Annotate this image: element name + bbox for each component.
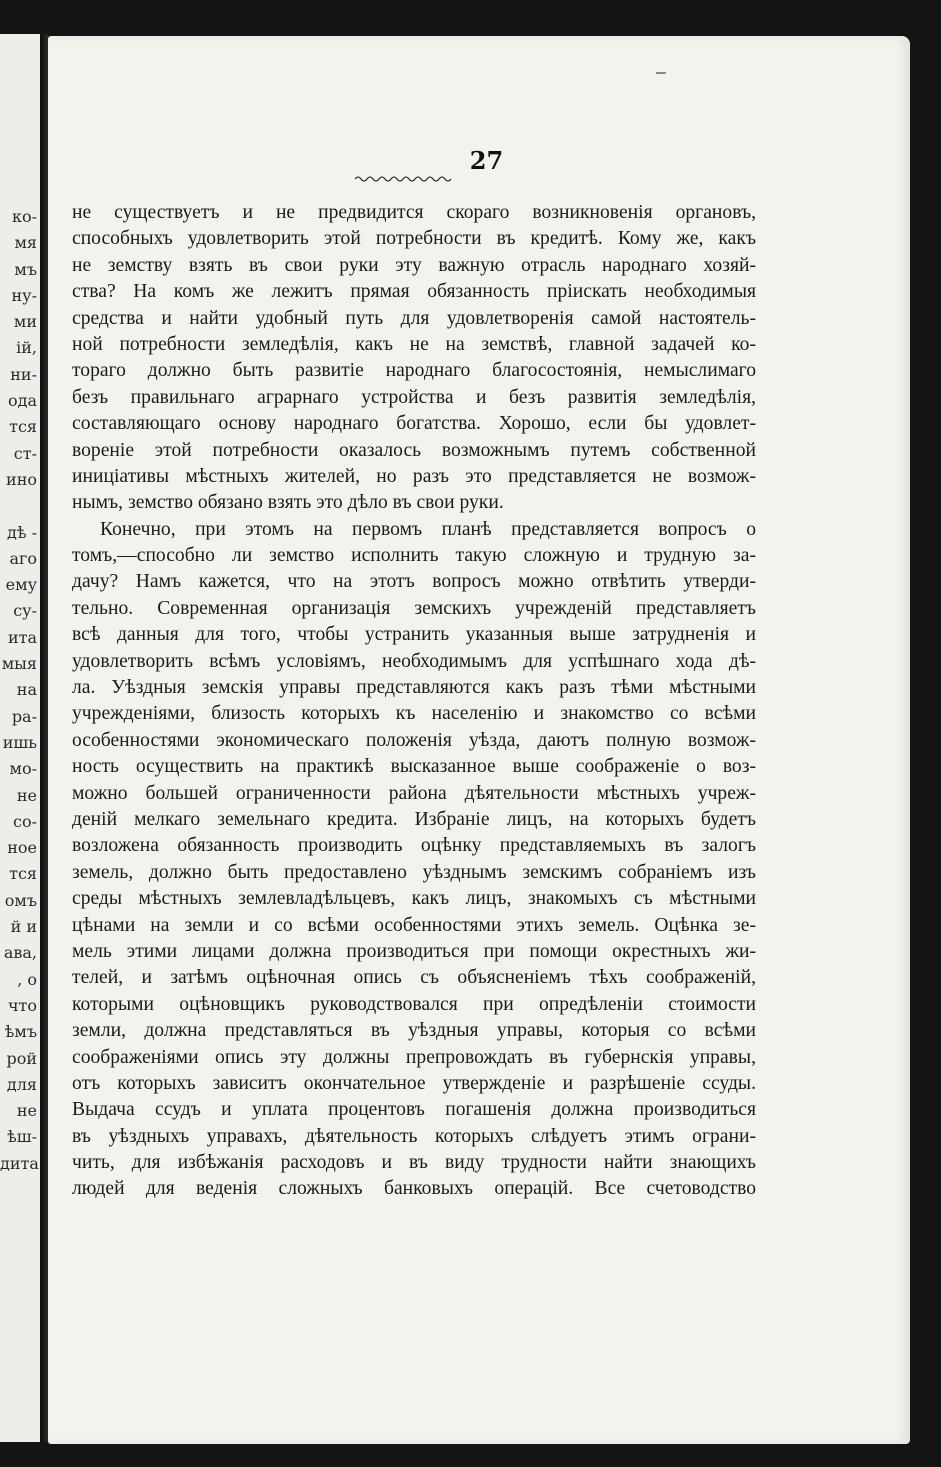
body-text (72, 200, 756, 1203)
text-line: ла. Уѣздныя земскія управы представляются какъ разъ тѣми мѣстными (72, 677, 756, 699)
left-page-line: ишь (2, 732, 37, 752)
left-page-line: ава, (3, 943, 37, 963)
text-line: ной потребности земледѣлія, какъ не на земствѣ, главной задачей ко- (72, 333, 756, 355)
text-line: особенностями экономическаго положенія уѣзда, даютъ полную возмож- (72, 729, 756, 751)
left-page-line: ко- (11, 207, 37, 226)
book-gutter (40, 34, 48, 1442)
left-page-line: тся (9, 417, 37, 437)
page-speck (656, 72, 666, 74)
text-line: ства? На комъ же лежитъ прямая обязанность пріискать необходимыя (72, 281, 756, 303)
text-line: чить, для избѣжанія расходовъ и въ виду трудности найти знающихъ (72, 1152, 756, 1174)
text-line: вореніе этой потребности оказалось возможнымъ путемъ собственной (72, 439, 756, 461)
text-line: дачу? Намъ кажется, что на этотъ вопросъ можно отвѣтить утверди- (72, 571, 756, 593)
left-page-edge (0, 34, 40, 1442)
left-page-line: не (16, 785, 37, 805)
text-line: соображеніями опись эту должны препровождать въ губернскія управы, (72, 1046, 756, 1068)
left-page-line: со- (13, 811, 37, 831)
left-page-line: ій, (16, 338, 37, 358)
text-line: земли, должна представляться въ уѣздныя управы, которыя со всѣми (72, 1020, 756, 1042)
left-page-line: ст- (13, 443, 37, 463)
text-line: среды мѣстныхъ землевладѣльцевъ, какъ лицъ, знакомыхъ съ мѣстными (72, 888, 756, 910)
text-line: способныхъ удовлетворить этой потребности въ кредитѣ. Кому же, какъ (72, 228, 756, 250)
left-page-line: ное (7, 838, 37, 858)
left-page-line: мъ (14, 259, 37, 279)
left-page-line: дѣ - (7, 522, 37, 542)
left-page-line: не (16, 1101, 37, 1121)
left-page-line: су- (13, 601, 37, 621)
text-line: удовлетворить всѣмъ условіямъ, необходимымъ для успѣшнаго хода дѣ- (72, 650, 756, 672)
left-page-line: ода (7, 391, 37, 411)
left-page-line: ино (6, 469, 37, 489)
book-page (48, 36, 910, 1444)
left-page-line: ра- (11, 706, 37, 726)
page-number: 27 (469, 146, 504, 175)
paragraph (72, 200, 756, 517)
text-line: не существуетъ и не предвидится скораго возникновенія органовъ, (72, 202, 756, 223)
left-page-line: мыя (1, 654, 37, 674)
text-line: отъ которыхъ зависитъ окончательное утвержденіе и разрѣшеніе ссуды. (72, 1072, 756, 1094)
left-page-line: рой (6, 1048, 37, 1068)
left-page-line (0, 493, 40, 519)
text-line: всѣ данныя для того, чтобы устранить указанныя выше затрудненія и (72, 624, 756, 646)
left-page-line: что (7, 995, 37, 1015)
left-page-line: , о (17, 969, 37, 989)
left-page-line: мо- (9, 759, 37, 779)
left-page-line: омъ (4, 890, 37, 910)
text-line: телей, и затѣмъ оцѣночная опись съ объясненіемъ тѣхъ соображеній, (72, 967, 756, 989)
left-page-text (0, 204, 40, 1177)
left-page-line: ему (5, 575, 37, 595)
text-line: Выдача ссудъ и уплата процентовъ погашенія должна производиться (72, 1099, 756, 1121)
text-line: ность осуществить на практикѣ высказанное выше соображеніе о воз- (72, 756, 756, 778)
left-page-line: дита (0, 1153, 39, 1173)
left-page-line: аго (9, 548, 37, 568)
text-line: учрежденіями, близость которыхъ къ населенію и знакомство со всѣми (72, 703, 756, 725)
text-line: возложена обязанность производить оцѣнку представляемыхъ въ залогъ (72, 835, 756, 857)
paragraph (72, 517, 756, 1203)
left-page-line: ми (13, 312, 37, 332)
text-line: которыми оцѣновщикъ руководствовался при опредѣленіи стоимости (72, 993, 756, 1015)
text-line: не земству взять въ свои руки эту важную отрасль народнаго хозяй- (72, 254, 756, 276)
text-line: томъ,—способно ли земство исполнить такую сложную и трудную за- (72, 545, 756, 567)
text-line: мель этими лицами должна производиться при помощи окрестныхъ жи- (72, 940, 756, 962)
text-line: цѣнами на земли и со всѣми особенностями этихъ земель. Оцѣнка зе- (72, 914, 756, 936)
text-line: средства и найти удобный путь для удовлетворенія самой настоятель- (72, 307, 756, 329)
text-line: иниціативы мѣстныхъ жителей, но разъ это представляется не возмож- (72, 465, 756, 487)
left-page-line: тся (9, 864, 37, 884)
text-line: безъ правильнаго аграрнаго устройства и безъ развитія земледѣлія, (72, 386, 756, 408)
text-line: можно большей ограниченности района дѣятельности мѣстныхъ учреж- (72, 782, 756, 804)
left-page-line: ѣш- (7, 1127, 37, 1147)
left-page-line: ита (7, 627, 37, 647)
text-line: тораго должно быть развитіе народнаго благосостоянія, немыслимаго (72, 360, 756, 382)
text-line: составляющаго основу народнаго богатства. Хорошо, если бы удовлет- (72, 413, 756, 435)
left-page-line: й и (10, 917, 37, 937)
text-line: земель, должно быть предоставлено уѣзднымъ земскимъ собраніемъ изъ (72, 861, 756, 883)
text-line: деній мелкаго земельнаго кредита. Избраніе лицъ, на которыхъ будетъ (72, 808, 756, 830)
text-line: нымъ, земство обязано взять это дѣло въ свои руки. (72, 492, 504, 514)
left-page-line: мя (14, 233, 37, 253)
wavy-rule-ornament (354, 174, 452, 184)
text-line: въ уѣздныхъ управахъ, дѣятельность которыхъ слѣдуетъ этимъ ограни- (72, 1125, 756, 1147)
left-page-line: ѣмъ (4, 1022, 37, 1042)
left-page-line: для (6, 1074, 37, 1094)
text-line: людей для веденія сложныхъ банковыхъ операцій. Все счетоводство (72, 1178, 756, 1200)
text-line: Конечно, при этомъ на первомъ планѣ представляется вопросъ о (100, 518, 756, 540)
text-line: тельно. Современная организація земскихъ учрежденій представляетъ (72, 597, 756, 619)
left-page-line: ну- (11, 285, 37, 305)
left-page-line: ни- (10, 364, 37, 384)
left-page-line: на (16, 680, 37, 700)
